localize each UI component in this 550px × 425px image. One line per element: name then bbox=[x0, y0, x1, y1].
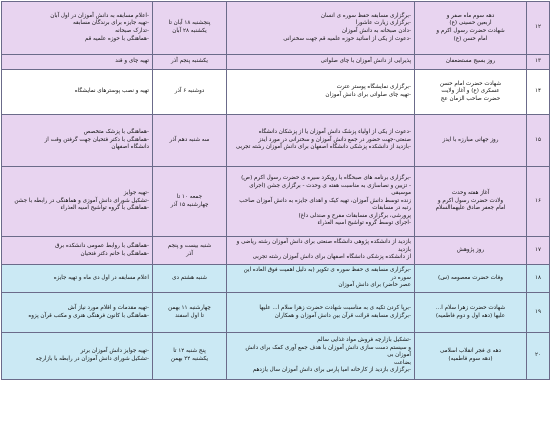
activities-cell bbox=[227, 237, 415, 265]
activities-cell-line: و سیستم دست سازی دانش آموزان با هدف جمع آوری کمک برای دانش آموزان بی bbox=[245, 344, 411, 359]
occasion-cell-line: امام جعفر صادق علیهما‌السلام bbox=[435, 205, 506, 212]
occasion-cell bbox=[415, 2, 527, 55]
activities-cell-line: زنده توسط دانش آموزان، تهیه کیک و اهدای جایزه به دانش آموزان صاحب رتبه در مسابقات bbox=[239, 197, 411, 212]
occasion-cell-line: شهادت حضرت رسول اکرم و bbox=[436, 28, 505, 34]
preparation-cell-line: اعلام مسابقه در اول دی ماه و تهیه جایزه bbox=[53, 274, 149, 281]
table-row bbox=[2, 293, 550, 333]
preparation-cell bbox=[2, 55, 153, 70]
activities-cell-line: -برگزاری مسابقه حفظ سوره ی انسان bbox=[320, 12, 411, 19]
date-cell bbox=[153, 55, 227, 70]
activities-cell-line: از دانشکده پزشکی دانشگاه اصفهان برای دانش آموزان رشته تجربی bbox=[252, 254, 411, 261]
activities-cell-line: -بازدید از دانشکده پزشکی دانشگاه اصفهان برای دانش آموزان رشته تجربی bbox=[235, 144, 411, 151]
preparation-cell bbox=[2, 237, 153, 265]
table-row bbox=[2, 55, 550, 70]
date-cell bbox=[153, 265, 227, 293]
preparation-cell-line: -تهیه جوایز bbox=[123, 190, 149, 197]
date-cell-line: یکشنبه ۲۲ بهمن bbox=[170, 356, 209, 362]
activities-cell-line: -برگزاری برنامه های صبحگاه با رویکرد سیره ی حضرت رسول اکرم (ص) bbox=[241, 175, 411, 182]
date-cell-line: یکشنبه پنجم آذر bbox=[171, 58, 208, 65]
occasion-cell-line: اربعین حسینی (ع) bbox=[449, 20, 492, 27]
date-cell bbox=[153, 115, 227, 167]
date-cell-line: جمعه ۱۰ تا bbox=[176, 193, 203, 200]
date-cell bbox=[153, 70, 227, 115]
date-cell-line: شنبه بیست و پنجم bbox=[167, 242, 212, 249]
activities-cell-line: -تهیه چای صلواتی برای دانش آموزان bbox=[325, 92, 411, 98]
preparation-cell-line: -تهیه مقدمات و اقلام مورد نیاز آش bbox=[67, 304, 149, 311]
preparation-cell-line: تهیه و نصب پوسترهای نمایشگاه bbox=[74, 88, 149, 95]
activities-cell-line: -دعوت از یکی از اساتید حوزه علمیه قم جهت سخنرانی bbox=[283, 35, 411, 42]
occasion-cell-line: دهه ی فجر انقلاب اسلامی bbox=[439, 348, 502, 355]
occasion-cell bbox=[415, 115, 527, 167]
row-number-cell: ۱۵ bbox=[527, 115, 550, 167]
preparation-cell-line: -هماهنگی با پزشک متخصص bbox=[83, 129, 149, 136]
occasion-cell-line: شهادت حضرت امام حسن bbox=[439, 80, 502, 87]
table-row bbox=[2, 237, 550, 265]
row-number-cell: ۱۳ bbox=[527, 55, 550, 70]
table-row bbox=[2, 167, 550, 237]
date-cell-line: چهارشنبه ۱۵ آذر bbox=[170, 201, 209, 208]
table-row bbox=[2, 115, 550, 167]
preparation-cell-line: -هماهنگی با گروه تواشیح اسیه العذراء bbox=[60, 205, 149, 212]
activities-cell-line: صنعتی-جهت حضور در جمع دانش آموزان و سخنرانی در مورد ایدز bbox=[258, 136, 411, 143]
date-cell bbox=[153, 167, 227, 237]
preparation-cell bbox=[2, 293, 153, 333]
preparation-cell-line: -هماهنگی با روابط عمومی دانشکده برق bbox=[55, 242, 149, 249]
row-number-cell: ۱۲ bbox=[527, 2, 550, 55]
activities-cell-line: -تشکیل بازارچه فروش مواد غذایی سالم bbox=[317, 337, 411, 344]
preparation-cell-line: -تشکیل شورای دانش آموزان در رابطه با بازارچه bbox=[35, 356, 149, 362]
occasion-cell-line: شهادت حضرت زهرا سلام ا... bbox=[435, 304, 506, 311]
row-number-cell: ۱۸ bbox=[527, 265, 550, 293]
activities-cell bbox=[227, 293, 415, 333]
occasion-cell-line: روز جهانی مبارزه با ایدز bbox=[442, 136, 499, 143]
activities-cell-line: پذیرایی از دانش آموزان با چای صلواتی bbox=[320, 58, 411, 65]
preparation-cell-line: -هماهنگی با کانون فرهنگی هنری و مکتب قرآن پزوه bbox=[28, 312, 149, 319]
occasion-cell bbox=[415, 265, 527, 293]
occasion-cell-line: روز بسیج مستضعفان bbox=[445, 58, 496, 65]
date-cell bbox=[153, 2, 227, 55]
occasion-cell bbox=[415, 333, 527, 380]
preparation-cell-line: -هماهنگی با خانم دکتر فتحیان bbox=[80, 250, 149, 257]
date-cell bbox=[153, 237, 227, 265]
activities-cell-line: -دادن صبحانه به دانش آموزان bbox=[341, 28, 411, 34]
date-cell-line: آذر bbox=[186, 250, 193, 257]
activities-cell-line: عصر حاضر) برای دانش آموزان bbox=[338, 282, 411, 289]
preparation-cell bbox=[2, 333, 153, 380]
activities-cell-line: بضاعت bbox=[394, 359, 411, 366]
activities-cell-line: بازدید از دانشکده پژوهی دانشگاه صنعتی برای دانش آموزان رشته ریاضی و بازدید bbox=[236, 239, 411, 253]
activities-cell bbox=[227, 167, 415, 237]
activities-cell bbox=[227, 70, 415, 115]
occasion-cell bbox=[415, 70, 527, 115]
preparation-cell-line: -هماهنگی با حوزه علمیه قم bbox=[84, 35, 149, 42]
preparation-cell bbox=[2, 70, 153, 115]
occasion-cell-line: دهه سوم ماه صفر و bbox=[446, 12, 495, 19]
row-number-cell: ۱۹ bbox=[527, 293, 550, 333]
preparation-cell-line: -اعلام مسابقه به دانش آموزان در اول آبان bbox=[50, 12, 149, 19]
occasion-cell bbox=[415, 55, 527, 70]
row-number-cell: ۱۷ bbox=[527, 237, 550, 265]
table-row bbox=[2, 333, 550, 380]
date-cell-line: چهارشنبه ۱۱ بهمن bbox=[168, 304, 211, 311]
activities-cell-line: پرورشی، برگزاری مسابقات مفرح و صندلی داغ) bbox=[298, 212, 411, 219]
date-cell-line: یکشنبه ۲۸ آبان bbox=[172, 28, 207, 34]
date-cell-line: پنج شنبه ۱۲ تا bbox=[173, 348, 206, 355]
date-cell-line: تا اول اسفند bbox=[175, 312, 204, 319]
preparation-cell-line: -تدارک صبحانه bbox=[115, 28, 149, 34]
table-row bbox=[2, 2, 550, 55]
occasion-cell bbox=[415, 293, 527, 333]
preparation-cell bbox=[2, 265, 153, 293]
activities-cell bbox=[227, 333, 415, 380]
date-cell bbox=[153, 333, 227, 380]
activities-cell-line: -برگزاری زیارت عاشورا bbox=[355, 20, 411, 27]
preparation-cell bbox=[2, 2, 153, 55]
date-cell-line: پنجشنبه ۱۸ آبان تا bbox=[168, 20, 211, 27]
date-cell-line: دوشنبه ۶ آذر bbox=[174, 88, 205, 95]
table-row bbox=[2, 70, 550, 115]
occasion-cell-line: ولادت حضرت رسول اکرم و bbox=[437, 197, 504, 204]
activities-cell-line: -برگزاری مسابقه قرائت قرآن بین دانش آموزان و همکاران bbox=[274, 312, 411, 319]
row-number-cell: ۲۰ bbox=[527, 333, 550, 380]
table-row bbox=[2, 265, 550, 293]
activities-cell-line: -برگزاری نمایشگاه پوستر عترت bbox=[336, 84, 411, 91]
activities-cell bbox=[227, 55, 415, 70]
events-table bbox=[1, 1, 550, 380]
occasion-cell-line: روز پژوهش bbox=[456, 246, 485, 253]
activities-cell bbox=[227, 265, 415, 293]
date-cell-line: سه شنبه دهم آذر bbox=[169, 136, 210, 143]
preparation-cell-line: -تهیه جایزه برای برندگان مسابقه bbox=[73, 20, 149, 27]
preparation-cell-line: دانشگاه اصفهان bbox=[111, 144, 149, 151]
preparation-cell-line: -تهیه جوایز دانش آموزان برتر bbox=[80, 348, 149, 355]
preparation-cell bbox=[2, 167, 153, 237]
preparation-cell-line: -تشکیل شورای دانش آموزی و هماهنگی در رابطه با جشن bbox=[14, 197, 149, 204]
row-number-cell: ۱۶ bbox=[527, 167, 550, 237]
occasion-cell-line: علیها (دهه اول و دوم فاطمیه) bbox=[435, 312, 506, 319]
activities-cell-line: -برگزاری مسابقه ی حفظ سوره ی تکویر (به دلیل اهمیت فوق العاده این سوره در bbox=[243, 267, 411, 281]
occasion-cell bbox=[415, 237, 527, 265]
activities-cell-line: -برپا کردن تکیه ی به مناسبت شهادت حضرت زهرا سلام ا... علیها bbox=[259, 304, 411, 311]
activities-cell-line: -برگزاری بازدید از کارخانه امیا پارس برای دانش آموزان سال یازدهم bbox=[252, 367, 411, 374]
activities-cell bbox=[227, 115, 415, 167]
activities-cell-line: -دعوت از یکی از اولیاء پزشک دانش آموزان یا از پزشکان دانشگاه bbox=[258, 129, 411, 136]
preparation-cell bbox=[2, 115, 153, 167]
occasion-cell-line: آغاز هفته وحدت bbox=[451, 190, 490, 197]
occasion-cell-line: (دهه سوم فاطمیه) bbox=[448, 356, 493, 362]
occasion-cell-line: عسکری (ع) و آغاز ولایت bbox=[441, 88, 500, 95]
row-number-cell: ۱۴ bbox=[527, 70, 550, 115]
preparation-cell-line: -هماهنگی با دکتر فتحیان جهت گرفتن وقت از bbox=[44, 136, 149, 143]
occasion-cell-line: امام حسن (ع) bbox=[453, 35, 488, 42]
occasion-cell-line: حضرت صاحب الزمان عج bbox=[440, 95, 501, 102]
activities-cell bbox=[227, 2, 415, 55]
activities-cell-line: -اجرای توسط گروه تواشیح اسیه العذراء bbox=[317, 220, 411, 227]
date-cell-line: شنبه هشتم دی bbox=[172, 274, 207, 281]
occasion-cell-line: وفات حضرت معصومه (س) bbox=[438, 274, 503, 281]
preparation-cell-line: تهیه چای و قند bbox=[115, 58, 149, 65]
occasion-cell bbox=[415, 167, 527, 237]
activities-cell-line: - تزیین و نصاسازی به مناسبت هفته ی وحدت - برگزاری جشن (اجرای موسیقی bbox=[249, 182, 411, 197]
date-cell bbox=[153, 293, 227, 333]
